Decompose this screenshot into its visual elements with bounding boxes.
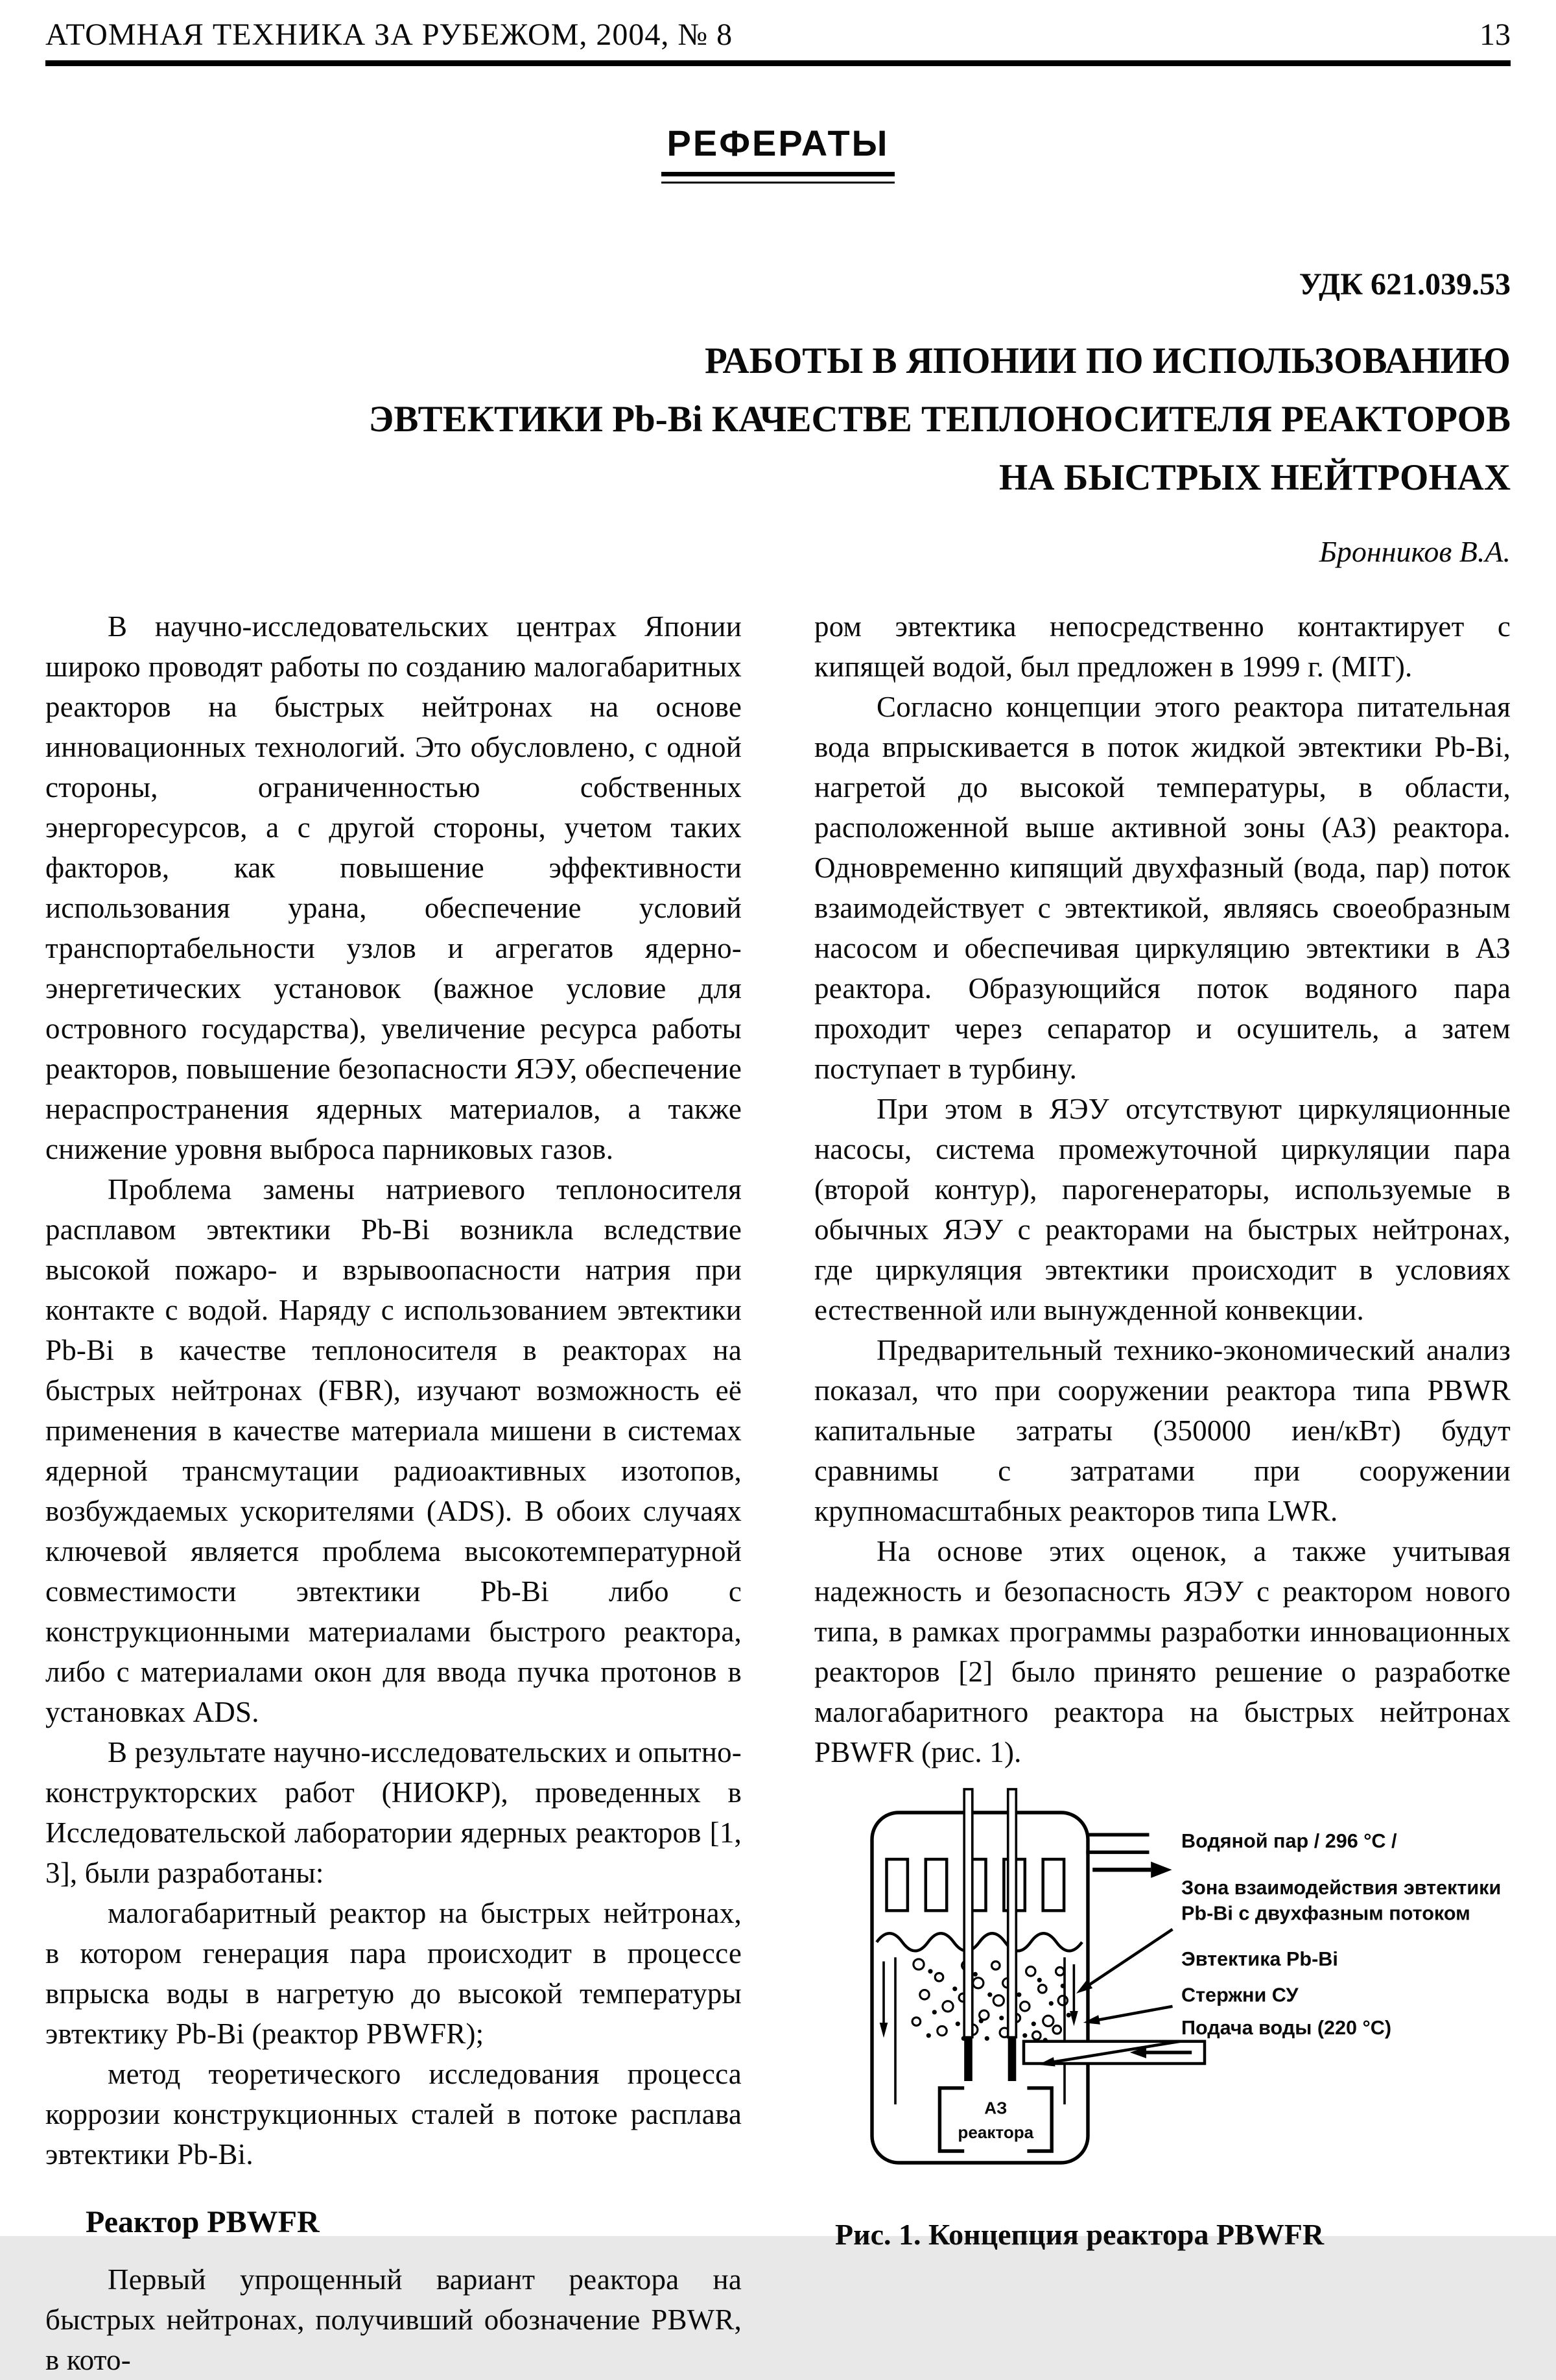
control-rod-right — [1008, 1789, 1017, 2081]
right-column — [814, 606, 1511, 2380]
paragraph: На основе этих оценок, а также учитывая надежность и безопасность ЯЭУ с реактором нового типа, в рамках программы разработки инновационных реакторов [2] было принято решение о разработке малогабаритного реактора на быстрых нейтронах PBWFR (рис. 1). — [814, 1535, 1511, 1768]
label-steam: Водяной пар / 296 °С / — [1181, 1830, 1397, 1852]
control-rods-leader-arrow-icon — [1083, 2006, 1173, 2025]
article-title — [45, 332, 1511, 507]
downflow-arrow-left-icon — [880, 1962, 888, 2038]
page-number: 13 — [1479, 18, 1511, 52]
bubble-field — [912, 1959, 1067, 2040]
figure-1 — [831, 1789, 1511, 2252]
paragraph-continuation: ром эвтектика непосредственно контактирует с кипящей водой, был предложен в 1999 г. (MIT). — [814, 610, 1511, 683]
paragraph: Проблема замены натриевого теплоносителя расплавом эвтектики Pb-Bi возникла вследствие высокой пожаро- и взрывоопасности натрия при контакте с водой. Наряду с использованием эвтектики Pb-Bi в качестве теплоносителя в реакторах на быстрых нейтронах (FBR), изучают возможность её применения в качестве материала мишени в системах ядерной трансмутации радиоактивных изотопов, возбуждаемых ускорителями (ADS). В обоих случаях ключевой является проблема высокотемпературной совместимости эвтектики Pb-Bi либо с конструкционными материалами быстрого реактора, либо с материалами окон для ввода пучка протонов в установках ADS. — [45, 1173, 742, 1728]
left-column — [45, 606, 742, 2380]
zone-leader-arrow-icon — [1076, 1929, 1173, 1993]
paragraph: Предварительный технико-экономический анализ показал, что при сооружении реактора типа PBWR капитальные затраты (350000 иен/кВт) будут сравнимы с затратами при сооружении крупномасштабных реакторов типа LWR. — [814, 1334, 1511, 1527]
label-zone-line2: Pb-Bi с двухфазным потоком — [1181, 1902, 1470, 1925]
steam-flow-arrow-icon — [1092, 1862, 1172, 1878]
label-zone-line1: Зона взаимодействия эвтектики — [1181, 1877, 1502, 1899]
page-header — [45, 17, 1511, 53]
journal-title: АТОМНАЯ ТЕХНИКА ЗА РУБЕЖОМ, 2004, № 8 — [45, 18, 733, 52]
paragraph: В результате научно-исследовательских и опытно-конструкторских работ (НИОКР), проведенных в Исследовательской лаборатории ядерных реакторов [1, 3], были разработаны: — [45, 1736, 742, 1889]
section-heading-block — [45, 122, 1511, 184]
core-label-line1: АЗ — [984, 2098, 1008, 2118]
article-title-line: ЭВТЕКТИКИ Pb-Bi КАЧЕСТВЕ ТЕПЛОНОСИТЕЛЯ РЕАКТОРОВ — [368, 399, 1511, 440]
coolant-surface-wave — [877, 1933, 1082, 1951]
paragraph: Согласно концепции этого реактора питательная вода впрыскивается в поток жидкой эвтектики Pb-Bi, нагретой до высокой температуры, в области, расположенной выше активной зоны (АЗ) реактора. Одновременно кипящий двухфазный (вода, пар) поток взаимодействует с эвтектикой, являясь своеобразным насосом и обеспечивая циркуляцию эвтектики в АЗ реактора. Образующийся поток водяного пара проходит через сепаратор и осушитель, а затем поступает в турбину. — [814, 691, 1511, 1085]
paragraph: При этом в ЯЭУ отсутствуют циркуляционные насосы, система промежуточной циркуляции пара (второй контур), парогенераторы, используемые в обычных ЯЭУ с реакторами на быстрых нейтронах, где циркуляция эвтектики происходит в условиях естественной или вынужденной конвекции. — [814, 1093, 1511, 1326]
section-heading-underline — [661, 172, 895, 184]
article-author: Бронников В.А. — [1319, 535, 1511, 568]
paragraph: В научно-исследовательских центрах Японии широко проводят работы по созданию малогабаритных реакторов на быстрых нейтронах на основе инновационных технологий. Это обусловлено, с одной стороны, ограниченностью собственных энергоресурсов, а с другой стороны, учетом таких факторов, как повышение эффективности использования урана, обеспечение условий транспортабельности узлов и агрегатов ядерно-энергетических установок (важное условие для островного государства), увеличение ресурса работы реакторов, повышение безопасности ЯЭУ, обеспечение нераспространения ядерных материалов, а также снижение уровня выброса парниковых газов. — [45, 610, 742, 1165]
header-rule — [45, 60, 1511, 66]
label-eutectic: Эвтектика Pb-Bi — [1181, 1947, 1338, 1970]
list-item-paragraph: малогабаритный реактор на быстрых нейтронах, в котором генерация пара происходит в процессе впрыска воды в нагретую до высокой температуры эвтектику Pb-Bi (реактор PBWFR); — [45, 1897, 742, 2050]
downflow-arrow-right-icon — [1070, 1964, 1078, 2026]
article-title-line: НА БЫСТРЫХ НЕЙТРОНАХ — [999, 457, 1511, 498]
steam-separators — [887, 1859, 1065, 1910]
label-control-rods: Стержни СУ — [1181, 1984, 1299, 2006]
core-label-line2: реактора — [958, 2123, 1034, 2143]
steam-outlet-pipe — [1086, 1835, 1149, 1852]
label-water-supply: Подача воды (220 °С) — [1181, 2017, 1392, 2039]
control-rod-left — [964, 1789, 972, 2081]
udc-code: УДК 621.039.53 — [1299, 267, 1511, 302]
underline-thick — [661, 172, 895, 176]
two-column-body — [45, 606, 1511, 2380]
reactor-diagram — [831, 1789, 1502, 2198]
paragraph: Первый упрощенный вариант реактора на быстрых нейтронах, получивший обозначение PBWR, в кото- — [45, 2263, 742, 2376]
figure-caption: Рис. 1. Концепция реактора PBWFR — [835, 2218, 1325, 2251]
article-title-line: РАБОТЫ В ЯПОНИИ ПО ИСПОЛЬЗОВАНИЮ — [704, 340, 1511, 381]
list-item-paragraph: метод теоретического исследования процесса коррозии конструкционных сталей в потоке расплава эвтектики Pb-Bi. — [45, 2058, 742, 2171]
subsection-heading: Реактор PBWFR — [86, 2205, 320, 2239]
section-heading: РЕФЕРАТЫ — [666, 123, 890, 163]
underline-thin — [661, 182, 895, 184]
